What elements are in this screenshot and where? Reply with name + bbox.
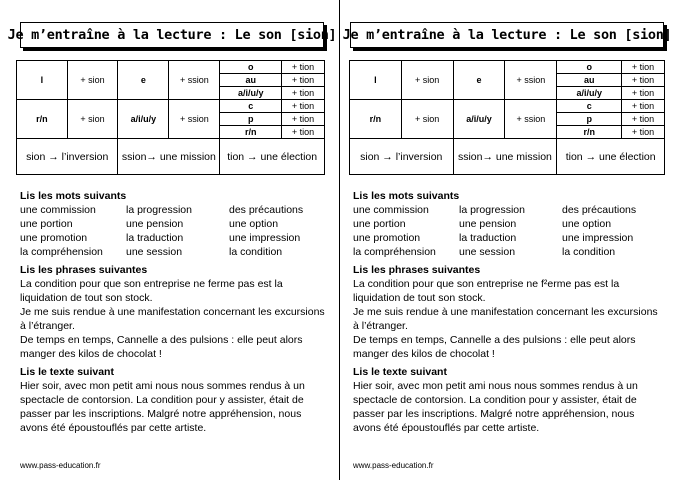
sentence-line: manger des kilos de chocolat !	[20, 348, 162, 360]
rule-cell: a/i/u/y	[220, 87, 282, 100]
rule-cell: + ssion	[169, 100, 220, 139]
footer-url: www.pass-education.fr	[353, 461, 434, 470]
rule-cell: + ssion	[505, 100, 557, 139]
example-cell: sion → l’inversion	[17, 139, 118, 175]
sentence-line: liquidation de tout son stock.	[20, 292, 153, 304]
rule-cell: c	[220, 100, 282, 113]
word-item: une session	[459, 246, 516, 258]
rule-cell: + tion	[282, 126, 325, 139]
worksheet-right	[340, 0, 680, 480]
text-line: passer par les inscriptions. Malgré notre appréhension, nous	[353, 408, 635, 420]
rule-cell: + tion	[622, 74, 665, 87]
word-item: une option	[562, 218, 612, 230]
rule-cell: + sion	[67, 61, 118, 100]
word-item: la condition	[562, 246, 616, 258]
rule-cell: au	[557, 74, 622, 87]
reading-content	[353, 189, 669, 435]
rule-cell: + sion	[67, 100, 118, 139]
rule-cell: + tion	[622, 87, 665, 100]
rule-cell: c	[557, 100, 622, 113]
word-item: une portion	[353, 218, 406, 230]
text-line: spectacle de contorsion. La condition pour y assister, était de	[20, 394, 304, 406]
footer-url: www.pass-education.fr	[20, 461, 101, 470]
text-line: Hier soir, avec mon petit ami nous nous sommes rendus à un	[353, 380, 638, 392]
rule-cell: + sion	[401, 100, 453, 139]
text-line: avons été époustouflés par cette artiste.	[20, 422, 207, 434]
word-item: une pension	[459, 218, 517, 230]
title-box	[7, 22, 337, 48]
word-item: une option	[229, 218, 279, 230]
word-item: la traduction	[459, 232, 517, 244]
word-item: des précautions	[562, 204, 637, 216]
word-item: une impression	[229, 232, 301, 244]
word-item: une impression	[562, 232, 634, 244]
text-line: passer par les inscriptions. Malgré notre appréhension, nous	[20, 408, 302, 420]
word-item: une commission	[353, 204, 429, 216]
example-cell: ssion→ une mission	[453, 139, 557, 175]
word-item: la traduction	[126, 232, 184, 244]
sentence-line: De temps en temps, Cannelle a des pulsions : elle peut alors	[20, 334, 303, 346]
word-item: une pension	[126, 218, 184, 230]
rule-cell: o	[557, 61, 622, 74]
word-item: la condition	[229, 246, 283, 258]
rule-cell: r/n	[557, 126, 622, 139]
rule-cell: + tion	[622, 100, 665, 113]
sentence-line: La condition pour que son entreprise ne ferme pas est la	[20, 278, 283, 290]
rule-cell: r/n	[350, 100, 402, 139]
page-title: Je m’entraîne à la lecture : Le son [sion]	[7, 27, 337, 43]
rule-cell: + tion	[622, 61, 665, 74]
word-item: une commission	[20, 204, 96, 216]
text-line: avons été époustouflés par cette artiste.	[353, 422, 540, 434]
words-heading: Lis les mots suivants	[353, 190, 460, 202]
rule-cell: + tion	[282, 74, 325, 87]
text-heading: Lis le texte suivant	[353, 366, 447, 378]
sentence-line: De temps en temps, Cannelle a des pulsions : elle peut alors	[353, 334, 636, 346]
rule-cell: + tion	[282, 87, 325, 100]
word-item: une promotion	[353, 232, 421, 244]
rule-cell: + ssion	[505, 61, 557, 100]
reading-content	[20, 189, 336, 435]
sentence-line: Je me suis rendue à une manifestation concernant les excursions	[20, 306, 325, 318]
example-cell: sion → l’inversion	[350, 139, 454, 175]
rule-cell: + tion	[282, 100, 325, 113]
sentence-line: à l’étranger.	[20, 320, 75, 332]
word-item: la progression	[459, 204, 525, 216]
words-heading: Lis les mots suivants	[20, 190, 127, 202]
rule-cell: l	[17, 61, 68, 100]
example-cell: ssion→ une mission	[118, 139, 220, 175]
word-item: une portion	[20, 218, 73, 230]
rule-cell: + tion	[282, 61, 325, 74]
title-box	[342, 22, 672, 48]
word-item: la compréhension	[20, 246, 103, 258]
spelling-rules-table	[16, 60, 325, 175]
rule-cell: o	[220, 61, 282, 74]
rule-cell: e	[453, 61, 505, 100]
sentence-line: Je me suis rendue à une manifestation concernant les excursions	[353, 306, 658, 318]
word-item: une session	[126, 246, 183, 258]
word-item: la compréhension	[353, 246, 436, 258]
rule-cell: + tion	[622, 113, 665, 126]
example-cell: tion → une élection	[557, 139, 665, 175]
text-heading: Lis le texte suivant	[20, 366, 114, 378]
text-line: spectacle de contorsion. La condition pour y assister, était de	[353, 394, 637, 406]
word-list	[353, 203, 669, 259]
sentence-line: La condition pour que son entreprise ne f²erme pas est la	[353, 278, 620, 290]
sentence-line: à l’étranger.	[353, 320, 408, 332]
rule-cell: a/i/u/y	[118, 100, 169, 139]
rule-cell: p	[557, 113, 622, 126]
rule-cell: + ssion	[169, 61, 220, 100]
spelling-rules-table	[349, 60, 665, 175]
rule-cell: + tion	[622, 126, 665, 139]
sentences-heading: Lis les phrases suivantes	[353, 264, 481, 276]
rule-cell: p	[220, 113, 282, 126]
text-line: Hier soir, avec mon petit ami nous nous sommes rendus à un	[20, 380, 305, 392]
page-title: Je m’entraîne à la lecture : Le son [sion]	[342, 27, 672, 43]
sentence-line: liquidation de tout son stock.	[353, 292, 486, 304]
rule-cell: a/i/u/y	[453, 100, 505, 139]
word-item: une promotion	[20, 232, 88, 244]
rule-cell: + sion	[401, 61, 453, 100]
word-list	[20, 203, 336, 259]
rule-cell: a/i/u/y	[557, 87, 622, 100]
rule-cell: l	[350, 61, 402, 100]
example-cell: tion → une élection	[220, 139, 325, 175]
rule-cell: r/n	[220, 126, 282, 139]
sentence-line: manger des kilos de chocolat !	[353, 348, 495, 360]
word-item: des précautions	[229, 204, 304, 216]
rule-cell: r/n	[17, 100, 68, 139]
sentences-heading: Lis les phrases suivantes	[20, 264, 148, 276]
word-item: la progression	[126, 204, 192, 216]
rule-cell: + tion	[282, 113, 325, 126]
rule-cell: e	[118, 61, 169, 100]
rule-cell: au	[220, 74, 282, 87]
